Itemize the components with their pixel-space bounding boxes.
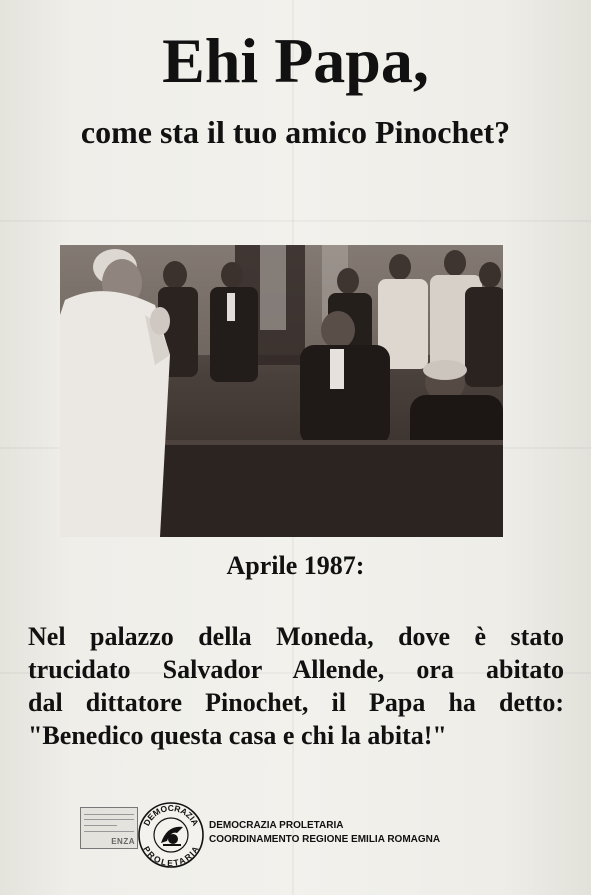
paper-fold: [0, 220, 591, 222]
date-heading: Aprile 1987:: [226, 551, 365, 580]
organization-name: DEMOCRAZIA PROLETARIA: [209, 820, 344, 831]
photo-illustration: [60, 245, 503, 537]
quote-paragraph: [28, 620, 564, 752]
stamp-text: ENZA: [111, 837, 135, 846]
quote-line: dal dittatore Pinochet, il Papa ha detto:: [28, 688, 564, 717]
quote-line: "Benedico questa casa e chi la abita!": [28, 721, 447, 750]
news-photo: [60, 245, 503, 537]
party-logo: [137, 801, 205, 869]
quote-line: Nel palazzo della Moneda, dove è stato: [28, 622, 564, 651]
quote-line: trucidato Salvador Allende, ora abitato: [28, 655, 564, 684]
logo-top-text: DEMOCRAZIA: [141, 802, 201, 828]
logo-bottom-text: PROLETARIA: [141, 844, 201, 869]
poster-subtitle: come sta il tuo amico Pinochet?: [80, 114, 511, 150]
organization-region: COORDINAMENTO REGIONE EMILIA ROMAGNA: [209, 834, 441, 845]
organization-info: [209, 819, 440, 847]
poster-title: Ehi Papa,: [162, 25, 429, 96]
archive-stamp: [80, 807, 138, 849]
